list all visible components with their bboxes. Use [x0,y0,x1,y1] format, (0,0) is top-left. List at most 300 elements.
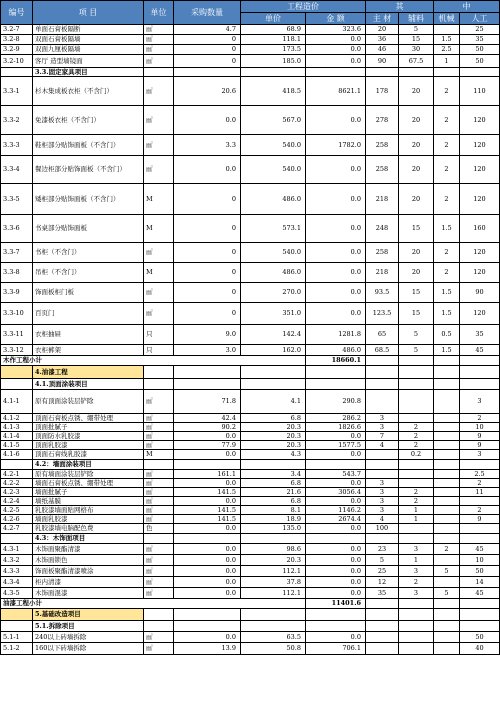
cell-aux: 20 [399,184,434,215]
cell-labor: 45 [460,588,500,599]
cell-labor: 9 [460,432,500,441]
cell-amount: 0.0 [306,544,366,555]
table-row [1,156,500,184]
cell-code: 4.2-2 [1,479,33,488]
cell-main: 3 [366,488,399,497]
cell-main: 123.5 [366,303,399,325]
empty-cell [460,599,500,609]
cell-code: 3.2-10 [1,55,33,68]
cell-unit: ㎡ [144,55,174,68]
cell-aux: 15 [399,215,434,243]
cell-aux: 3 [399,566,434,577]
cell-code: 4.2-5 [1,506,33,515]
cell-unit: ㎡ [144,135,174,156]
section-title: 4.3：木饰面项目 [33,534,144,544]
cell-mech [434,643,460,655]
cell-price: 63.5 [241,632,306,643]
cell-aux: 5 [399,25,434,35]
cell-price: 162.0 [241,345,306,356]
cell-mech [434,632,460,643]
empty-cell [399,460,434,470]
cell-qty: 0 [174,184,241,215]
section-code [1,460,33,470]
empty-cell [434,534,460,544]
cell-qty: 0.0 [174,432,241,441]
cell-amount: 323.6 [306,25,366,35]
section-row [1,534,500,544]
cell-amount: 0.0 [306,479,366,488]
cell-unit: ㎡ [144,470,174,479]
cell-qty: 0.0 [174,555,241,566]
cell-mech: 2 [434,156,460,184]
empty-cell [306,621,366,632]
section-title: 3.3.固定家具项目 [33,68,144,77]
cell-qty: 141.5 [174,506,241,515]
empty-cell [174,534,241,544]
cell-aux: 20 [399,156,434,184]
cell-labor: 110 [460,77,500,106]
cell-amount: 0.0 [306,577,366,588]
cell-main: 12 [366,577,399,588]
major-section-row [1,609,500,621]
section-code [1,609,33,621]
empty-cell [144,68,174,77]
cell-unit: ㎡ [144,566,174,577]
section-row [1,621,500,632]
cell-unit: ㎡ [144,45,174,55]
empty-cell [460,366,500,379]
table-row [1,479,500,488]
cell-aux: 0.2 [399,450,434,460]
cell-code: 4.1-6 [1,450,33,460]
empty-cell [306,609,366,621]
cell-mech: 2 [434,77,460,106]
empty-cell [366,599,399,609]
cell-labor: 3 [460,450,500,460]
cell-unit: 只 [144,325,174,345]
empty-cell [460,534,500,544]
cell-amount: 0.0 [306,432,366,441]
cell-unit: ㎡ [144,441,174,450]
cell-aux: 20 [399,77,434,106]
cell-main: 178 [366,77,399,106]
cell-labor: 25 [460,25,500,35]
cell-labor: 10 [460,555,500,566]
cell-amount: 1146.2 [306,506,366,515]
cell-labor: 120 [460,106,500,135]
cell-aux: 1 [399,506,434,515]
empty-cell [434,379,460,390]
cell-price: 540.0 [241,243,306,263]
cell-unit: ㎡ [144,479,174,488]
cell-mech [434,555,460,566]
section-title: 5.基础改造项目 [33,609,144,621]
table-row [1,450,500,460]
cell-qty: 161.1 [174,470,241,479]
empty-cell [434,460,460,470]
cell-code: 4.3-3 [1,566,33,577]
empty-cell [366,609,399,621]
cell-aux: 1 [399,555,434,566]
cell-amount: 0.0 [306,566,366,577]
cell-main: 4 [366,441,399,450]
table-row [1,303,500,325]
cell-code: 3.3-1 [1,77,33,106]
cell-main: 90 [366,55,399,68]
header-main: 主 材 [366,13,399,25]
section-code [1,379,33,390]
cell-mech: 2 [434,263,460,283]
cell-price: 573.1 [241,215,306,243]
table-row [1,423,500,432]
cell-code: 3.3-2 [1,106,33,135]
cell-qty: 9.0 [174,325,241,345]
cell-aux [399,414,434,423]
table-row [1,215,500,243]
cell-amount: 0.0 [306,35,366,45]
subtotal-label: 油漆工程小计 [1,599,306,609]
cell-unit: ㎡ [144,35,174,45]
cell-labor: 45 [460,544,500,555]
cell-aux: 30 [399,45,434,55]
section-title: 4.2：墙面涂装项目 [33,460,144,470]
cell-unit: ㎡ [144,643,174,655]
cell-name: 柜内清漆 [33,577,144,588]
cell-unit: ㎡ [144,488,174,497]
cell-name: 双面石膏板隔墙 [33,35,144,45]
empty-cell [174,609,241,621]
cell-price: 6.8 [241,479,306,488]
cell-name: 杉木集成板衣柜（不含门） [33,77,144,106]
cell-amount: 290.8 [306,390,366,414]
empty-cell [366,621,399,632]
cell-qty: 0.0 [174,106,241,135]
cell-main: 258 [366,135,399,156]
table-row [1,55,500,68]
cell-price: 540.0 [241,156,306,184]
cell-labor: 2.5 [460,470,500,479]
table-row [1,488,500,497]
cell-main: 20 [366,25,399,35]
cell-aux: 20 [399,135,434,156]
cell-mech: 1.5 [434,35,460,45]
cell-code: 4.2-1 [1,470,33,479]
cell-price: 8.1 [241,506,306,515]
cell-main: 258 [366,156,399,184]
header-other-right: 中 [434,1,500,13]
table-row [1,243,500,263]
cell-name: 墙面批腻子 [33,488,144,497]
cell-name: 免漆板衣柜（不含门） [33,106,144,135]
table-row [1,506,500,515]
cell-unit: M [144,215,174,243]
cell-labor: 35 [460,325,500,345]
cell-code: 4.2-7 [1,524,33,534]
cell-name: 240以上砖墙拆除 [33,632,144,643]
empty-cell [460,621,500,632]
empty-cell [434,621,460,632]
cell-unit: ㎡ [144,577,174,588]
cell-labor: 120 [460,156,500,184]
cell-qty: 90.2 [174,423,241,432]
cell-qty: 3.0 [174,345,241,356]
cell-labor: 9 [460,515,500,524]
table-row [1,325,500,345]
table-header [1,1,500,25]
table-row [1,643,500,655]
cell-price: 37.8 [241,577,306,588]
subtotal-row [1,356,500,366]
cell-mech [434,577,460,588]
cell-price: 50.8 [241,643,306,655]
cell-main: 218 [366,263,399,283]
cell-amount: 0.0 [306,524,366,534]
cell-code: 4.3-5 [1,588,33,599]
cell-aux [399,470,434,479]
cell-name: 吊柜（不含门） [33,263,144,283]
cell-aux: 1 [399,515,434,524]
cell-labor: 120 [460,263,500,283]
cell-mech: 2 [434,544,460,555]
cell-qty: 0.0 [174,497,241,506]
cell-aux: 2 [399,577,434,588]
empty-cell [144,609,174,621]
empty-cell [174,621,241,632]
cell-price: 20.3 [241,555,306,566]
cell-labor: 14 [460,577,500,588]
cell-amount: 486.0 [306,345,366,356]
cell-labor: 2 [460,479,500,488]
cell-name: 单面石膏板隔断 [33,25,144,35]
cell-code: 3.3-4 [1,156,33,184]
cell-price: 173.5 [241,45,306,55]
table-body [1,25,500,655]
cell-main: 23 [366,544,399,555]
empty-cell [174,68,241,77]
cell-aux: 3 [399,544,434,555]
cell-mech [434,441,460,450]
cell-mech: 1.5 [434,303,460,325]
cell-qty: 3.3 [174,135,241,156]
empty-cell [399,379,434,390]
cell-qty: 0.0 [174,566,241,577]
cell-code: 4.3-2 [1,555,33,566]
cell-code: 3.3-6 [1,215,33,243]
cell-aux [399,479,434,488]
cell-unit: ㎡ [144,497,174,506]
subtotal-amount: 18660.1 [306,356,366,366]
table-row [1,414,500,423]
cell-unit: M [144,263,174,283]
empty-cell [399,68,434,77]
cell-qty: 0.0 [174,544,241,555]
empty-cell [460,379,500,390]
cell-price: 118.1 [241,35,306,45]
cell-code: 4.1-2 [1,414,33,423]
cell-price: 112.1 [241,588,306,599]
cell-amount: 0.0 [306,55,366,68]
empty-cell [366,366,399,379]
cell-main: 3 [366,497,399,506]
table-row [1,77,500,106]
empty-cell [241,621,306,632]
cell-unit: ㎡ [144,515,174,524]
cell-main: 3 [366,479,399,488]
cell-name: 饰面板聚酯清漆喷涂 [33,566,144,577]
table-row [1,345,500,356]
cell-price: 185.0 [241,55,306,68]
empty-cell [460,68,500,77]
cell-name: 衣柜裤架 [33,345,144,356]
header-amount: 金 额 [306,13,366,25]
section-code [1,534,33,544]
cell-labor: 11 [460,488,500,497]
cell-aux [399,524,434,534]
cell-code: 4.2-4 [1,497,33,506]
cell-price: 112.1 [241,566,306,577]
cell-qty: 4.7 [174,25,241,35]
cell-aux: 2 [399,488,434,497]
cell-qty: 0 [174,243,241,263]
cell-amount: 0.0 [306,450,366,460]
cell-unit: ㎡ [144,632,174,643]
section-code [1,68,33,77]
cell-aux [399,643,434,655]
cell-amount: 3056.4 [306,488,366,497]
cell-code: 4.3-1 [1,544,33,555]
cell-labor: 120 [460,303,500,325]
cell-price: 20.3 [241,423,306,432]
cell-unit: M [144,184,174,215]
cell-main: 46 [366,45,399,55]
cell-code: 3.3-3 [1,135,33,156]
cell-unit: ㎡ [144,423,174,432]
cell-main: 258 [366,243,399,263]
cell-amount: 706.1 [306,643,366,655]
cell-amount: 0.0 [306,303,366,325]
cell-main [366,643,399,655]
cell-labor: 2 [460,506,500,515]
empty-cell [434,366,460,379]
cell-labor: 10 [460,423,500,432]
empty-cell [460,609,500,621]
cell-price: 20.3 [241,441,306,450]
cell-mech [434,506,460,515]
table-row [1,577,500,588]
cell-labor: 50 [460,55,500,68]
table-row [1,184,500,215]
cell-main: 65 [366,325,399,345]
cell-price: 270.0 [241,283,306,303]
header-unit: 单位 [144,1,174,25]
cell-name: 乳胶漆墙电脑配色费 [33,524,144,534]
empty-cell [241,366,306,379]
empty-cell [399,366,434,379]
cell-name: 书桌部分贴饰面板 [33,215,144,243]
header-other-left: 其 [366,1,434,13]
cell-amount: 0.0 [306,588,366,599]
cell-aux: 2 [399,432,434,441]
cell-mech: 5 [434,588,460,599]
cell-aux [399,390,434,414]
cell-main [366,470,399,479]
cell-code: 3.2-7 [1,25,33,35]
section-row [1,68,500,77]
empty-cell [366,379,399,390]
cell-labor: 160 [460,215,500,243]
cell-code: 5.1-2 [1,643,33,655]
subtotal-label: 木作工程小计 [1,356,306,366]
cell-labor [460,497,500,506]
header-code: 编号 [1,1,33,25]
empty-cell [434,356,460,366]
empty-cell [306,534,366,544]
cell-price: 4.1 [241,390,306,414]
cell-name: 墙面乳胶漆 [33,515,144,524]
cell-aux: 2 [399,497,434,506]
cell-name: 木饰面混漆 [33,588,144,599]
empty-cell [366,534,399,544]
cell-aux [399,632,434,643]
empty-cell [144,534,174,544]
cell-name: 顶面石膏板点锈、绷带处理 [33,414,144,423]
cell-amount: 1826.6 [306,423,366,432]
cell-name: 顶面乳胶漆 [33,441,144,450]
table-row [1,555,500,566]
cell-qty: 0.0 [174,450,241,460]
cell-amount: 0.0 [306,555,366,566]
cell-code: 3.3-8 [1,263,33,283]
cell-name: 饰面板柜门板 [33,283,144,303]
cell-name: 原有墙面涂装层铲除 [33,470,144,479]
cell-labor: 120 [460,135,500,156]
cell-aux: 20 [399,243,434,263]
cell-mech: 2 [434,106,460,135]
cell-qty: 141.5 [174,515,241,524]
empty-cell [366,68,399,77]
cell-main: 36 [366,35,399,45]
header-price: 单价 [241,13,306,25]
cell-main [366,450,399,460]
cell-unit: ㎡ [144,544,174,555]
cell-unit: ㎡ [144,156,174,184]
cell-name: 顶面批腻子 [33,423,144,432]
cell-code: 4.1-5 [1,441,33,450]
empty-cell [241,609,306,621]
cell-unit: ㎡ [144,243,174,263]
cell-qty: 0 [174,45,241,55]
cell-mech: 2 [434,243,460,263]
table-row [1,441,500,450]
cell-price: 486.0 [241,184,306,215]
cell-labor: 40 [460,643,500,655]
cell-qty: 0 [174,303,241,325]
table-row [1,106,500,135]
section-title: 4.1.顶面涂装项目 [33,379,144,390]
cell-mech: 1 [434,55,460,68]
cell-main: 248 [366,215,399,243]
cell-unit: ㎡ [144,414,174,423]
empty-cell [434,609,460,621]
cell-labor: 9 [460,441,500,450]
empty-cell [144,621,174,632]
cell-code: 3.2-8 [1,35,33,45]
cell-mech: 1.5 [434,283,460,303]
cell-price: 135.0 [241,524,306,534]
table-row [1,544,500,555]
cell-qty: 0 [174,35,241,45]
cell-labor: 50 [460,632,500,643]
